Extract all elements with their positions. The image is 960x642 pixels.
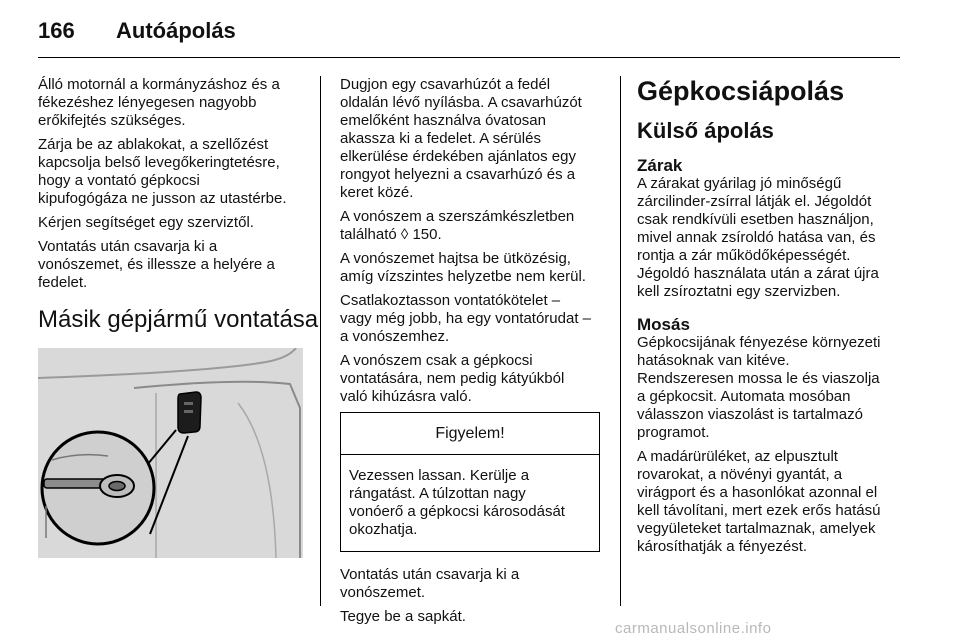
subsection-heading-washing: Mosás <box>637 315 690 334</box>
warning-box <box>340 412 600 552</box>
paragraph: Tegye be a sapkát. <box>340 608 466 625</box>
header-rule <box>38 57 900 58</box>
chapter-heading: Gépkocsiápolás <box>637 76 845 106</box>
paragraph: A zárakat gyárilag jó minőségű zárcilinder-zsírral látják el. Jégoldót csak rendkívüli esetben használjon, mivel annak zsíroldó hatása van, és rontja a zár működőképességét. Jégoldó használata után a zárat újra kell zsíroztatni egy szervizben. <box>637 175 879 300</box>
column-divider-1 <box>320 76 321 606</box>
towing-eye-drawing <box>38 348 303 558</box>
paragraph: A vonószem a szerszámkészletben található ◊ 150. <box>340 208 575 243</box>
paragraph: Vontatás után csavarja ki a vonószemet, és illessze a helyére a fedelet. <box>38 238 275 291</box>
towing-eye-illustration <box>38 348 303 558</box>
paragraph: Zárja be az ablakokat, a szellőzést kapcsolja belső levegőkeringtetésre, hogy a vontató gépkocsi kipufogógáza ne jusson az utastérbe. <box>38 136 287 207</box>
subsection-heading-locks: Zárak <box>637 156 683 175</box>
column-1 <box>38 76 319 558</box>
paragraph: Kérjen segítséget egy szerviztől. <box>38 214 254 231</box>
paragraph: Vontatás után csavarja ki a vonószemet. <box>340 566 520 601</box>
column-divider-2 <box>620 76 621 606</box>
column-2 <box>340 76 608 632</box>
watermark: carmanualsonline.info <box>615 620 772 637</box>
page-title: Autóápolás <box>116 18 236 43</box>
warning-text: Vezessen lassan. Kerülje a rángatást. A túlzottan nagy vonóerő a gépkocsi károsodását okozhatja. <box>349 467 565 538</box>
paragraph: Csatlakoztasson vontatókötelet – vagy még jobb, ha egy vontatórudat – a vonószemhez. <box>340 292 592 345</box>
paragraph: Dugjon egy csavarhúzót a fedél oldalán lévő nyílásba. A csavarhúzót emelőként használva óvatosan akassza ki a fedelet. A sérülés elkerülése érdekében ajánlatos egy rongyot helyezni a csavarhúzó és a keret közé. <box>340 76 582 201</box>
paragraph: Álló motornál a kormányzáshoz és a fékezéshez lényegesen nagyobb erőkifejtés szükséges. <box>38 76 280 129</box>
paragraph: A madárürüléket, az elpusztult rovarokat, a növényi gyantát, a virágport és a hasonlókat azonnal el kell távolítani, mert ezek erős hatású vegyületeket tartalmaznak, amelyek károsíthatják a fényezést. <box>637 448 881 555</box>
page-number: 166 <box>38 18 75 43</box>
column-3 <box>637 76 901 562</box>
paragraph: Gépkocsijának fényezése környezeti hatásoknak van kitéve. Rendszeresen mossa le és viaszolja a gépkocsit. Automata mosóban válasszon viaszolást is tartalmazó programot. <box>637 334 881 441</box>
section-heading: Másik gépjármű vontatása <box>38 306 319 333</box>
paragraph: A vonószem csak a gépkocsi vontatására, nem pedig kátyúkból való kihúzásra való. <box>340 352 565 405</box>
page-header <box>38 14 900 58</box>
paragraph: A vonószemet hajtsa be ütközésig, amíg vízszintes helyzetbe nem kerül. <box>340 250 586 285</box>
section-heading: Külső ápolás <box>637 118 774 143</box>
warning-title: Figyelem! <box>341 413 599 455</box>
